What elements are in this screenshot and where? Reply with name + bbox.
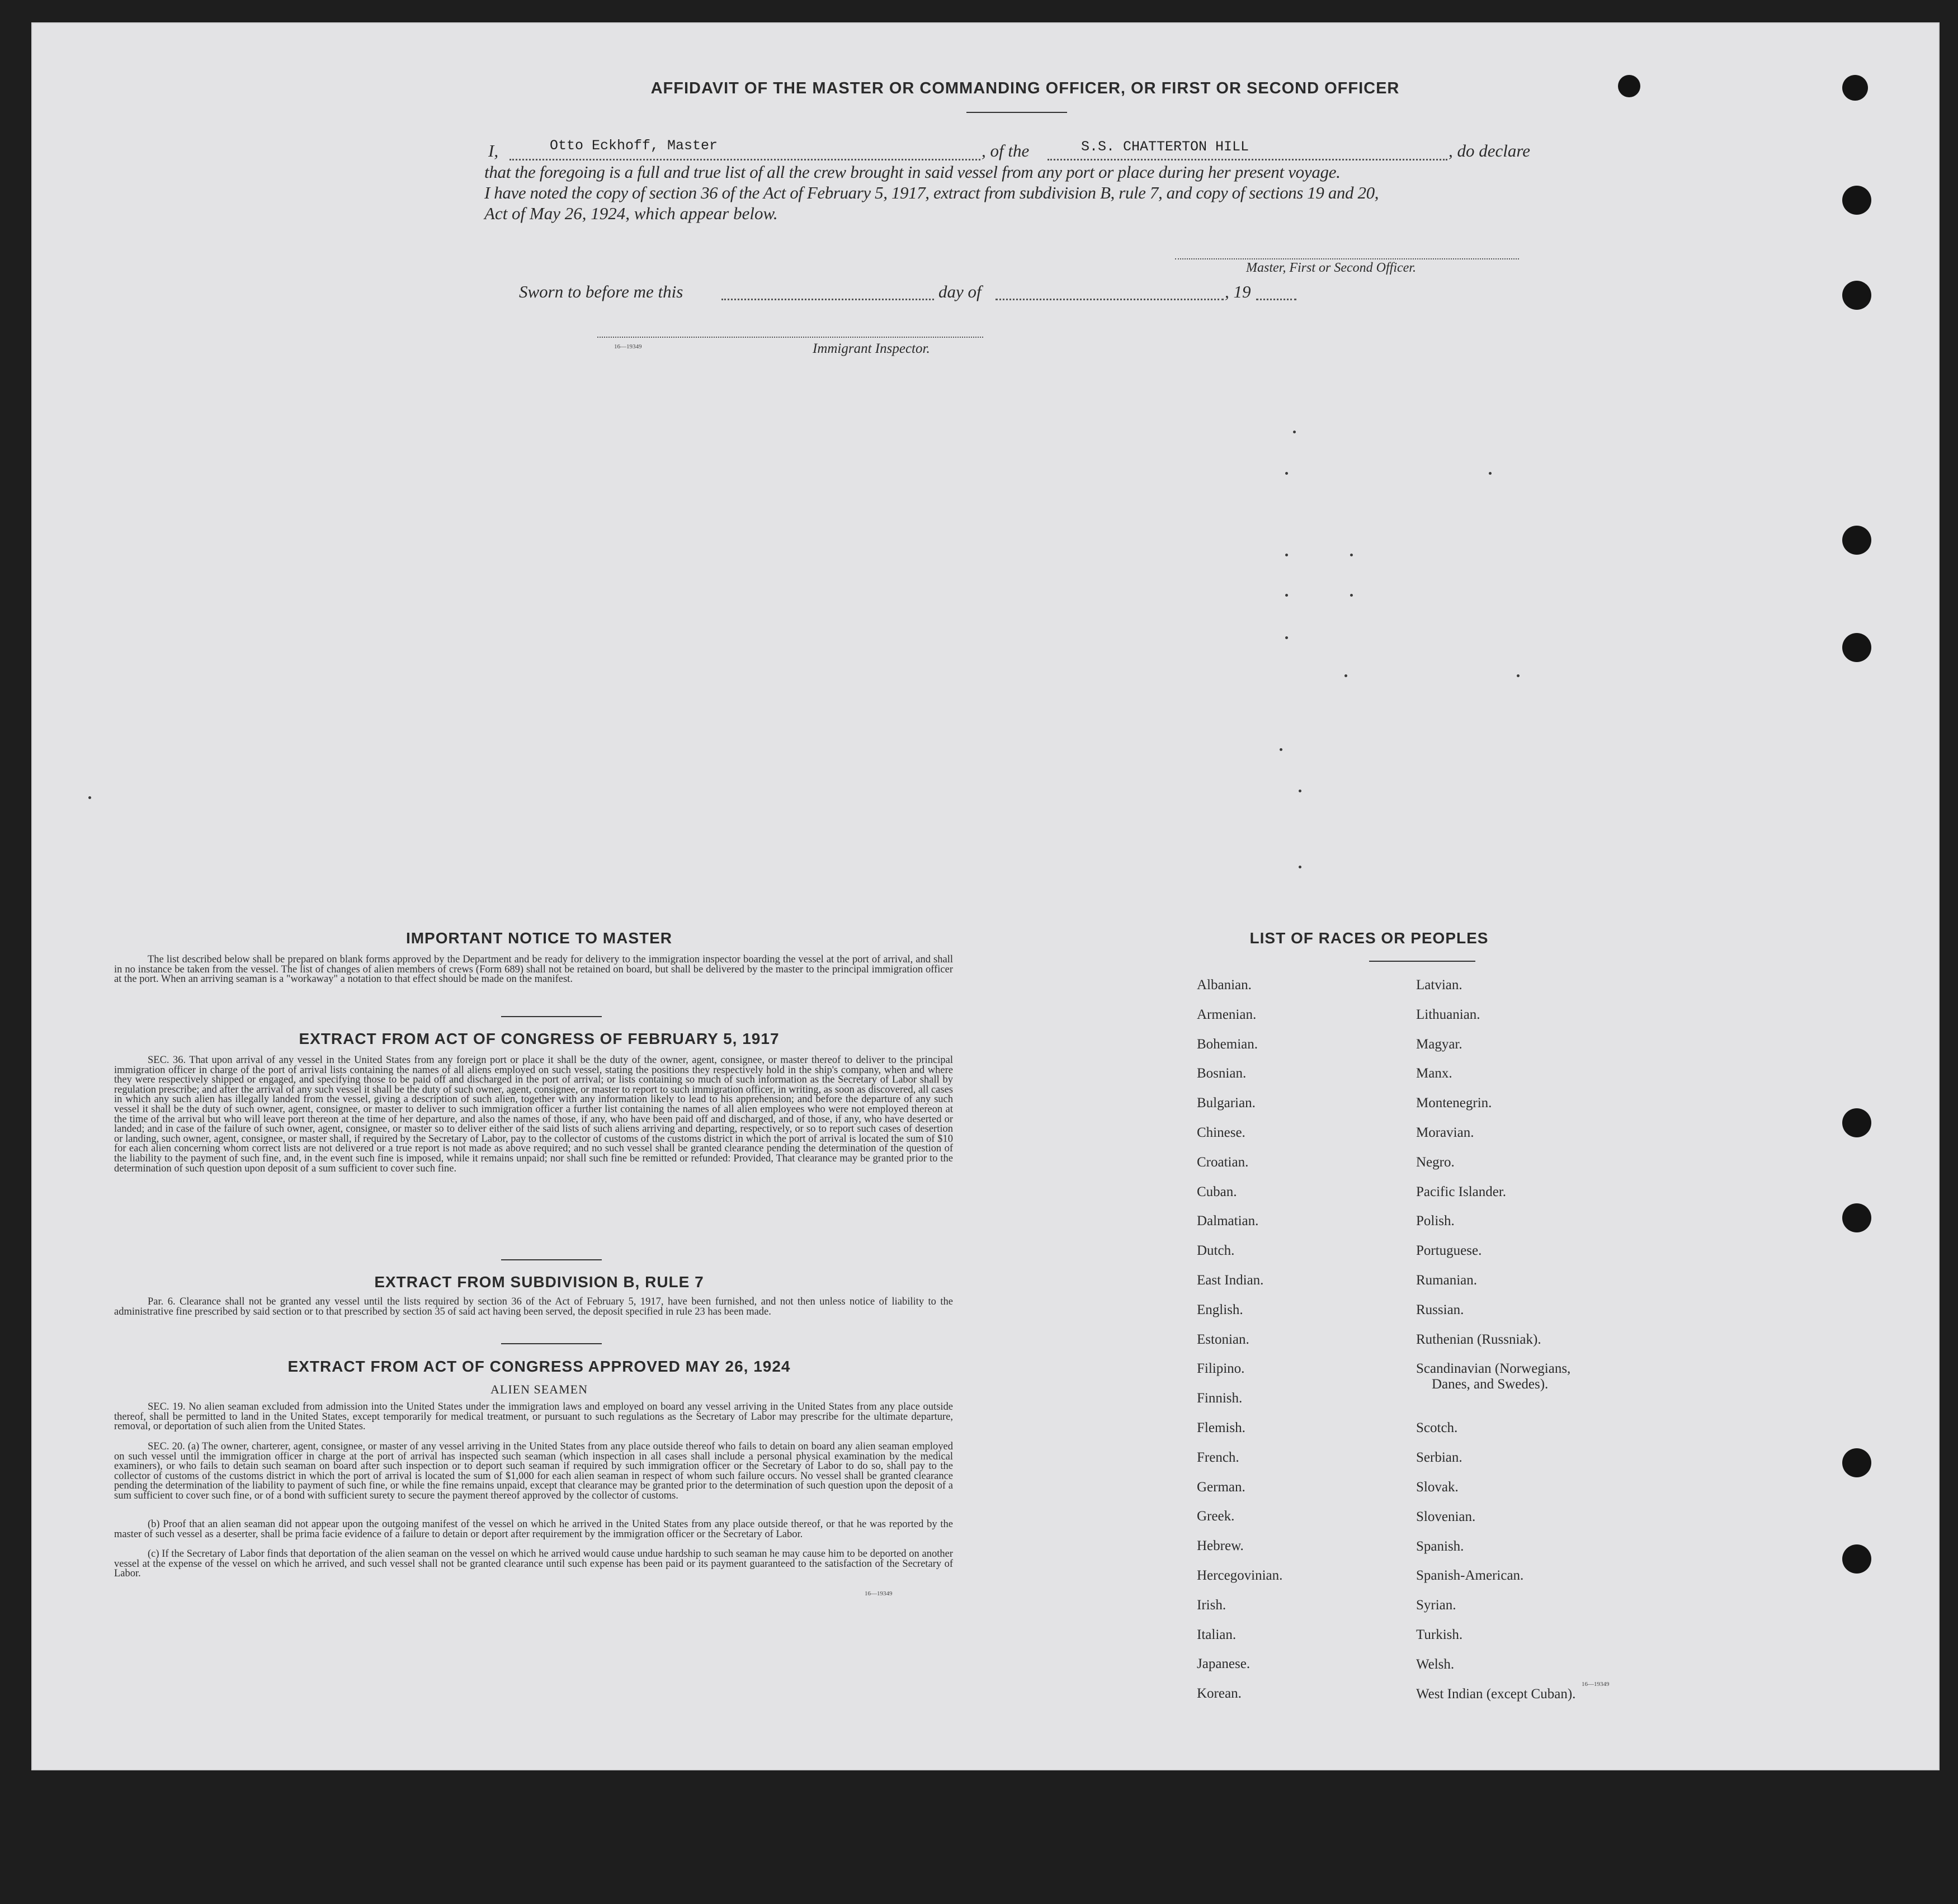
scan-speck xyxy=(1517,674,1520,677)
alien-seamen-subtitle: ALIEN SEAMEN xyxy=(490,1382,588,1396)
punch-hole xyxy=(1842,75,1868,101)
scan-speck xyxy=(1344,674,1347,677)
race-item: Armenian. xyxy=(1197,1007,1257,1022)
declarant-name-line xyxy=(509,159,980,160)
sworn-month-line xyxy=(995,299,1224,300)
officer-signature-line xyxy=(1175,258,1519,259)
race-item: Greek. xyxy=(1197,1509,1235,1524)
notice-text: The list described below shall be prepared on blank forms approved by the Department and be ready for delivery to the immigration inspector boarding the vessel at the port of arrival, and shall in no instance be taken from the vessel. The list of changes of alien members of crews (Form 689) shall not be retained on board, but shall be delivered by the master to the principal immigration officer at the port. When an arriving seaman is a "workaway" a notation to that effect should be made on the manifest. xyxy=(114,954,953,985)
race-item: Hebrew. xyxy=(1197,1538,1244,1554)
race-item-line-2: Danes, and Swedes). xyxy=(1432,1377,1549,1392)
race-item: Bulgarian. xyxy=(1197,1095,1256,1111)
race-item: Rumanian. xyxy=(1416,1272,1478,1288)
scan-speck xyxy=(1285,636,1288,639)
race-item: Croatian. xyxy=(1197,1154,1249,1170)
race-item: Magyar. xyxy=(1416,1036,1462,1052)
race-item: Chinese. xyxy=(1197,1125,1245,1140)
section-divider xyxy=(501,1343,602,1344)
race-item: Manx. xyxy=(1416,1066,1452,1081)
section-36-text: SEC. 36. That upon arrival of any vessel in the United States from any foreign port or place it shall be the duty of the owner, agent, consignee, or master thereof to deliver to the principal immigration officer in charge of the port of arrival lists containing the names of all aliens employed on such vessel, stating the positions they respectively hold in the ship's company, when and where they were respectively shipped or engaged, and specifying those to be paid off and discharged in the port of arrival; or lists containing so much of such information as the Secretary of Labor shall by regulation prescribe; and after the arrival of any such vessel it shall be the duty of such owner, agent, consignee, or master to report to such immigration officer, in writing, as soon as discovered, all cases in which any such alien has illegally landed from the vessel, giving a description of such alien, together with any information likely to lead to his apprehension; and before the departure of any such vessel it shall be the duty of such owner, agent, consignee, or master to deliver to such immigration officer a further list containing the names of all alien employees who were not employed thereon at the time of the arrival but who will leave port thereon at the time of her departure, and also the names of those, if any, who have been paid off and discharged, and of those, if any, who have deserted or landed; and in case of the failure of such owner, agent, consignee, or master so to deliver either of the said lists of such aliens arriving and departing, respectively, or so to report such cases of desertion or landing, such owner, agent, consignee, or master shall, if required by the Secretary of Labor, pay to the collector of customs of the customs district in which the port of arrival is located the sum of $10 for each alien concerning whom correct lists are not delivered or a true report is not made as above required; and no such vessel shall be granted clearance pending the determination of the question of the liability to the payment of such fine, and, in the event such fine is imposed, while it remains unpaid; nor shall such fine be remitted or refunded: Provided, That clearance may be granted prior to the determination of such question upon deposit of a sum sufficient to cover such fine. xyxy=(114,1055,953,1174)
race-item: Pacific Islander. xyxy=(1416,1184,1507,1199)
race-item: Portuguese. xyxy=(1416,1243,1482,1259)
race-item: Bohemian. xyxy=(1197,1036,1258,1052)
race-item: French. xyxy=(1197,1449,1239,1465)
race-item: Korean. xyxy=(1197,1686,1242,1702)
race-item: Polish. xyxy=(1416,1213,1455,1229)
section-20a-text: SEC. 20. (a) The owner, charterer, agent, consignee, or master of any vessel arriving in the United States from any place outside thereof who fails to detain on board any alien seaman employed on such vessel until the immigration officer in charge at the port of arrival has inspected such seaman (which inspection in all cases shall include a personal physical examination by the medical examiners), or who fails to detain such seaman on board after such inspection or to deport such seaman if required by such immigration officer or the Secretary of Labor to do so, shall pay to the collector of customs of the customs district in which the port of arrival is located the sum of $1,000 for each alien seaman in respect of whom such failure occurs. No vessel shall be granted clearance pending the determination of the liability to payment of such fine, or while the fine remains unpaid, except that clearance may be granted prior to the determination of such question upon the deposit of a sum sufficient to cover such fine, or of a bond with sufficient surety to secure the payment thereof approved by the collector of customs. xyxy=(114,1441,953,1501)
race-item: Slovak. xyxy=(1416,1479,1459,1495)
scan-speck xyxy=(1285,472,1288,475)
races-right-column xyxy=(1416,971,1575,1709)
scan-speck xyxy=(1350,594,1353,597)
race-item: Russian. xyxy=(1416,1302,1464,1317)
vessel-name-line xyxy=(1048,159,1447,160)
race-item: Montenegrin. xyxy=(1416,1095,1492,1111)
punch-hole xyxy=(1842,281,1871,310)
race-item: Turkish. xyxy=(1416,1627,1463,1642)
sworn-prefix: Sworn to before me this xyxy=(519,282,683,301)
form-number: 16—19349 xyxy=(1582,1681,1610,1688)
race-item: Latvian. xyxy=(1416,977,1462,993)
scan-speck xyxy=(1489,472,1492,475)
race-item: Hercegovinian. xyxy=(1197,1567,1283,1583)
affidavit-line-3: I have noted the copy of section 36 of the Act of February 5, 1917, extract from subdivision B, rule 7, and copy of sections 19 and 20, xyxy=(484,183,1379,202)
affidavit-line-2: that the foregoing is a full and true list of all the crew brought in said vessel from any port or place during her present voyage. xyxy=(484,162,1341,182)
race-item: Welsh. xyxy=(1416,1656,1455,1672)
race-item: Albanian. xyxy=(1197,977,1252,993)
section-20c-text: (c) If the Secretary of Labor finds that deportation of the alien seaman on the vessel on which he arrived would cause undue hardship to such seaman he may cause him to be deported on another vessel at the expense of the vessel on which he arrived, and such vessel shall not be granted clearance until such expense has been paid or its payment guaranteed to the satisfaction of the Secretary of Labor. xyxy=(114,1548,953,1580)
sworn-year-line xyxy=(1256,299,1296,300)
section-20b-text: (b) Proof that an alien seaman did not appear upon the outgoing manifest of the vessel on which he arrived in the United States from any place outside thereof, or that he was reported by the master of such vessel as a deserter, shall be prima facie evidence of a failure to detain or deport after requirement by the immigration officer or the Secretary of Labor. xyxy=(114,1519,953,1540)
affidavit-title: AFFIDAVIT OF THE MASTER OR COMMANDING OFFICER, OR FIRST OR SECOND OFFICER xyxy=(650,79,1400,97)
race-item: Lithuanian. xyxy=(1416,1007,1480,1022)
extract-1924-title: EXTRACT FROM ACT OF CONGRESS APPROVED MAY 26, 1924 xyxy=(287,1358,791,1375)
scan-speck xyxy=(1299,866,1301,868)
year-prefix: , 19 xyxy=(1225,282,1251,301)
scan-speck xyxy=(1285,554,1288,556)
form-number: 16—19349 xyxy=(865,1590,893,1597)
notice-title: IMPORTANT NOTICE TO MASTER xyxy=(405,929,673,947)
race-item: Cuban. xyxy=(1197,1184,1237,1199)
races-left-column xyxy=(1197,971,1282,1709)
race-item-scandinavian xyxy=(1416,1354,1575,1414)
declarant-name-field[interactable]: Otto Eckhoff, Master xyxy=(550,138,718,154)
vessel-name-field[interactable]: S.S. CHATTERTON HILL xyxy=(1081,139,1249,155)
scan-speck xyxy=(88,796,91,799)
punch-hole xyxy=(1842,1108,1871,1137)
officer-signature-caption: Master, First or Second Officer. xyxy=(1246,261,1416,275)
do-declare-label: , do declare xyxy=(1449,141,1531,160)
race-item: Syrian. xyxy=(1416,1598,1456,1613)
race-item: Spanish-American. xyxy=(1416,1568,1524,1584)
inspector-caption: Immigrant Inspector. xyxy=(813,341,930,356)
punch-hole xyxy=(1618,75,1640,97)
scan-speck xyxy=(1285,594,1288,597)
race-item: Dutch. xyxy=(1197,1243,1235,1259)
sworn-day-line xyxy=(721,299,934,300)
race-item: Finnish. xyxy=(1197,1391,1243,1406)
affidavit-line-4: Act of May 26, 1924, which appear below. xyxy=(484,204,778,223)
punch-hole xyxy=(1842,1544,1871,1574)
day-of-label: day of xyxy=(938,282,982,301)
race-item: East Indian. xyxy=(1197,1272,1264,1288)
title-divider xyxy=(966,112,1067,113)
section-divider xyxy=(501,1016,602,1017)
extract-1917-title: EXTRACT FROM ACT OF CONGRESS OF FEBRUARY 5, 1917 xyxy=(299,1030,780,1047)
document-page xyxy=(31,22,1940,1770)
paragraph-6-text: Par. 6. Clearance shall not be granted any vessel until the lists required by section 36 of the Act of February 5, 1917, have been furnished, and not then unless notice of liability to the administrative fine prescribed by said section or to that prescribed by section 35 of said act having been served, the deposit specified in rule 23 has been made. xyxy=(114,1296,953,1317)
subdivision-b-title: EXTRACT FROM SUBDIVISION B, RULE 7 xyxy=(374,1273,704,1291)
race-item: Moravian. xyxy=(1416,1125,1474,1140)
punch-hole xyxy=(1842,1203,1871,1232)
scan-speck xyxy=(1293,431,1296,433)
scan-speck xyxy=(1299,790,1301,792)
form-number: 16—19349 xyxy=(614,343,642,350)
section-19-text: SEC. 19. No alien seaman excluded from admission into the United States under the immigration laws and employed on board any vessel arriving in the United States from any place outside thereof, shall be permitted to land in the United States, except temporarily for medical treatment, or pursuant to such regulations as the Secretary of Labor may prescribe for the ultimate departure, removal, or deportation of such alien from the United States. xyxy=(114,1401,953,1433)
race-item: English. xyxy=(1197,1302,1243,1317)
race-item: Filipino. xyxy=(1197,1361,1245,1377)
race-item: Flemish. xyxy=(1197,1420,1245,1435)
punch-hole xyxy=(1842,1448,1871,1477)
race-item: Scotch. xyxy=(1416,1420,1458,1436)
of-the-label: , of the xyxy=(982,141,1030,160)
race-item: Irish. xyxy=(1197,1597,1226,1613)
scan-speck xyxy=(1350,554,1353,556)
punch-hole xyxy=(1842,526,1871,555)
race-item: Dalmatian. xyxy=(1197,1213,1259,1229)
race-item: Slovenian. xyxy=(1416,1509,1476,1524)
declarant-prefix: I, xyxy=(488,141,499,160)
races-title-divider xyxy=(1369,961,1475,962)
punch-hole xyxy=(1842,633,1871,662)
race-item-line-1: Scandinavian (Norwegians, xyxy=(1416,1361,1571,1377)
race-item: Spanish. xyxy=(1416,1538,1464,1554)
punch-hole xyxy=(1842,186,1871,215)
race-item: West Indian (except Cuban). xyxy=(1416,1686,1576,1702)
race-item: Estonian. xyxy=(1197,1331,1249,1347)
sworn-line xyxy=(519,282,1302,304)
inspector-signature-line xyxy=(597,337,983,338)
race-item: Japanese. xyxy=(1197,1656,1251,1672)
affidavit-line-1 xyxy=(488,138,1551,163)
section-divider xyxy=(501,1259,602,1260)
race-item: Negro. xyxy=(1416,1154,1455,1170)
race-item: Ruthenian (Russniak). xyxy=(1416,1331,1541,1347)
race-item: Serbian. xyxy=(1416,1450,1462,1466)
race-item: Italian. xyxy=(1197,1627,1237,1642)
scan-speck xyxy=(1280,748,1282,751)
races-title: LIST OF RACES OR PEOPLES xyxy=(1249,929,1489,947)
race-item: German. xyxy=(1197,1479,1245,1495)
race-item: Bosnian. xyxy=(1197,1066,1247,1081)
